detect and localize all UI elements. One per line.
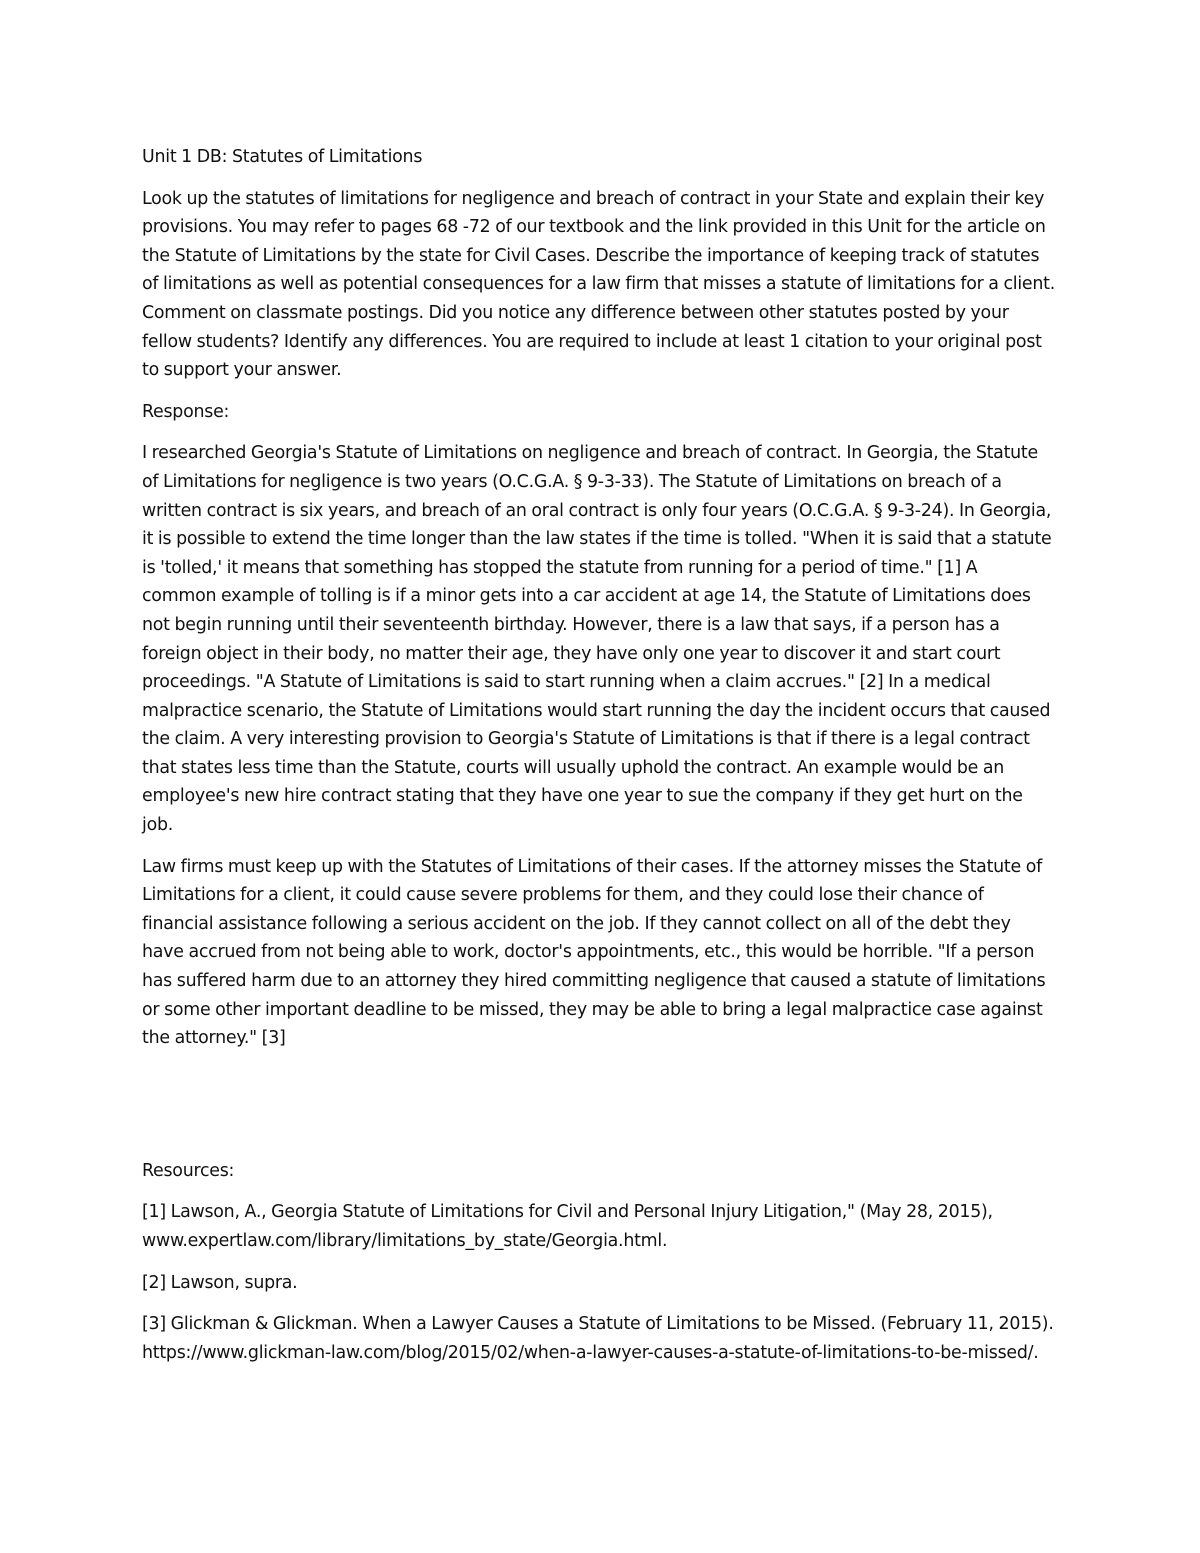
response-heading: Response:	[142, 401, 230, 422]
resource-citation: [3] Glickman & Glickman. When a Lawyer Causes a Statute of Limitations to be Missed. (February 11, 2015). https://www.glickman-law.com/blog/2015/02/when-a-lawyer-causes-a-statute-of-limitations-to-be-missed/.	[142, 1314, 1054, 1363]
response-paragraph: I researched Georgia's Statute of Limitations on negligence and breach of contract. In Georgia, the Statute of Limitations for negligence is two years (O.C.G.A. § 9-3-33). The Statute of Limitations on breach of a written contract is six years, and breach of an oral contract is only four years (O.C.G.A. § 9-3-24). In Georgia, it is possible to extend the time longer than the law states if the time is tolled. "When it is said that a statute is 'tolled,' it means that something has stopped the statute from running for a period of time." [1] A common example of tolling is if a minor gets into a car accident at age 14, the Statute of Limitations does not begin running until their seventeenth birthday. However, there is a law that says, if a person has a foreign object in their body, no matter their age, they have only one year to discover it and start court proceedings. "A Statute of Limitations is said to start running when a claim accrues." [2] In a medical malpractice scenario, the Statute of Limitations would start running the day the incident occurs that caused the claim. A very interesting provision to Georgia's Statute of Limitations is that if there is a legal contract that states less time than the Statute, courts will usually uphold the contract. An example would be an employee's new hire contract stating that they have one year to sue the company if they get hurt on the job.	[142, 443, 1052, 836]
document-title: Unit 1 DB: Statutes of Limitations	[142, 147, 423, 167]
response-paragraph: Law firms must keep up with the Statutes of Limitations of their cases. If the attorney misses the Statute of Limitations for a client, it could cause severe problems for them, and they could lose their chance of financial assistance following a serious accident on the job. If they cannot collect on all of the debt they have accrued from not being able to work, doctor's appointments, etc., this would be horrible. "If a person has suffered harm due to an attorney they hired committing negligence that caused a statute of limitations or some other important deadline to be missed, they may be able to bring a legal malpractice case against the attorney." [3]	[142, 856, 1046, 1049]
resource-citation: [2] Lawson, supra.	[142, 1272, 298, 1293]
resources-heading: Resources:	[142, 1160, 235, 1181]
assignment-prompt: Look up the statutes of limitations for negligence and breach of contract in your State and explain their key provisions. You may refer to pages 68 -72 of our textbook and the link provided in this Unit for the article on the Statute of Limitations by the state for Civil Cases. Describe the importance of keeping track of statutes of limitations as well as potential consequences for a law firm that misses a statute of limitations for a client. Comment on classmate postings. Did you notice any difference between other statutes posted by your fellow students? Identify any differences. You are required to include at least 1 citation to your original post to support your answer.	[142, 188, 1055, 381]
resource-citation: [1] Lawson, A., Georgia Statute of Limitations for Civil and Personal Injury Litigation," (May 28, 2015), www.expertlaw.com/library/limitations_by_state/Georgia.html.	[142, 1202, 993, 1251]
